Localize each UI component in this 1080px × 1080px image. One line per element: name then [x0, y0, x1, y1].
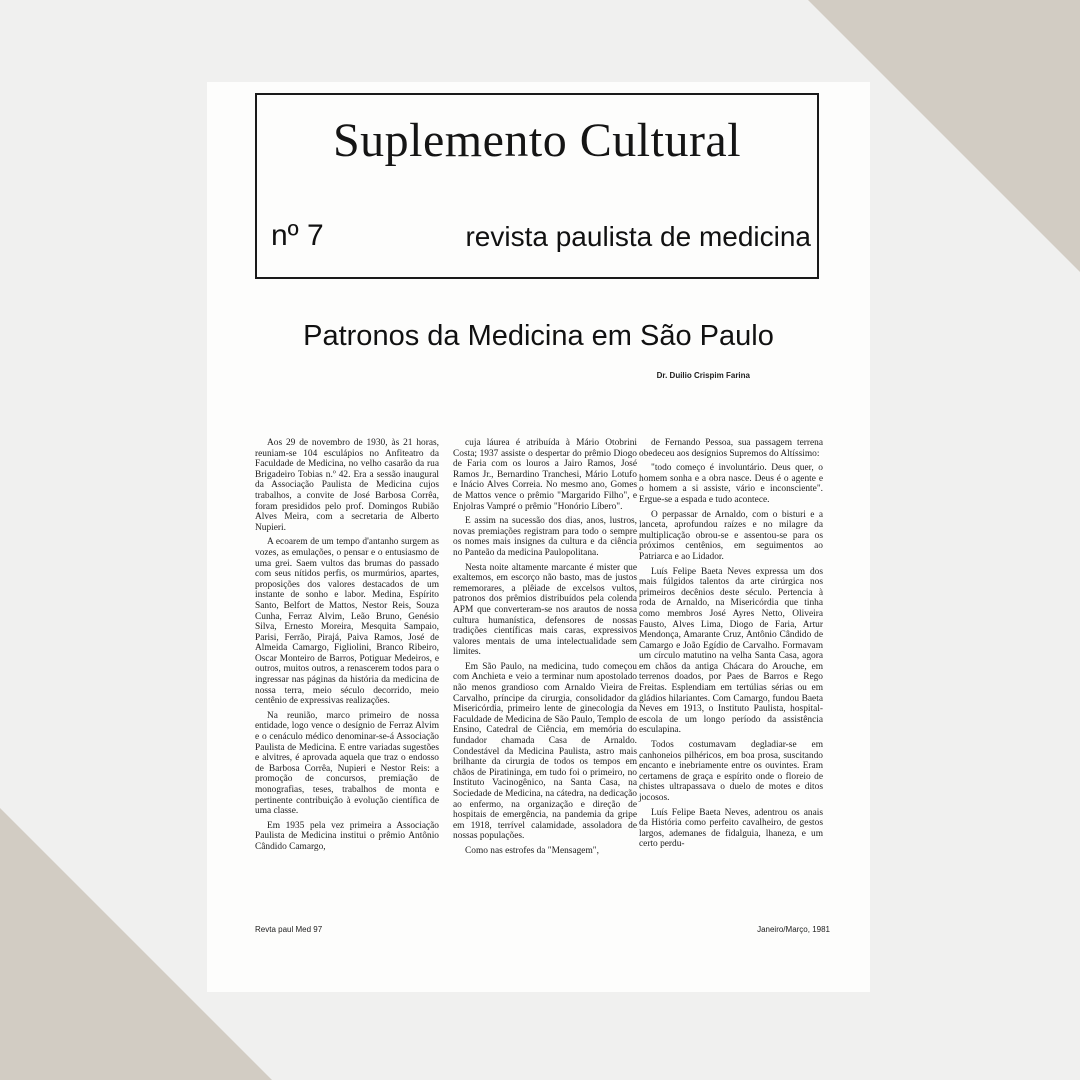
paragraph: Na reunião, marco primeiro de nossa entidade, logo vence o desígnio de Ferraz Alvim e o cenáculo médico denominar-se-á Associação Paulista de Medicina. E entre variadas sugestões e alvitres, é aprovada aquela que traz o endosso de Barbosa Corrêa, Nupieri e Nestor Reis: a promoção de concursos, premiação de monografias, teses, trabalhos de monta e pertinente contribuição à evolução científica de uma classe. [255, 710, 439, 817]
paragraph: Como nas estrofes da "Mensagem", [465, 845, 599, 856]
paragraph: "todo começo é involuntário. Deus quer, o homem sonha e a obra nasce. Deus é o agente e o homem a si assiste, vário e inconsciente". Ergue-se a espada e tudo acontece. [639, 463, 823, 505]
paragraph: A ecoarem de um tempo d'antanho surgem as vozes, as emulações, o pensar e o entusiasmo de uma grei. Saem vultos das brumas do passado com seus nítidos perfis, os murmúrios, apartes, proposições dos valores destacados de um instante de sonho e labor. Medina, Espírito Santo, Belfort de Mattos, Nestor Reis, Souza Cunha, Ferraz Alvim, Leão Bruno, Genésio Silva, Ernesto Moreira, Mesquita Sampaio, Parisi, Ferrão, Pirajá, Paiva Ramos, José de Almeida Camargo, Figliolini, Branco Ribeiro, Oscar Monteiro de Barros, Potiguar Medeiros, e outros, muitos outros, a renascerem todos para o ingressar nas páginas da história da medicina de nossa terra, meio século decorrido, meio centênio de expressivas realizações. [255, 537, 439, 707]
text-column-2 [453, 438, 637, 861]
paragraph: de Fernando Pessoa, sua passagem terrena obedeceu aos desígnios Supremos do Altíssimo: [639, 438, 823, 459]
text-column-3 [639, 438, 823, 854]
article-author: Dr. Duilio Crispim Farina [656, 371, 750, 380]
paragraph: Luís Felipe Baeta Neves, adentrou os anais da História como perfeito cavalheiro, de gestos largos, ademanes de fidalguia, lhaneza, e um certo perdu- [639, 807, 823, 850]
paragraph: Em 1935 pela vez primeira a Associação Paulista de Medicina institui o prêmio Antônio Cândido Camargo, [255, 820, 439, 852]
issue-number: nº 7 [271, 219, 324, 252]
paragraph: Nesta noite altamente marcante é mister que exaltemos, em escorço não basto, mas de justos rememorares, a plêiade de excelsos vultos, patronos dos prêmios distribuídos pela colenda APM que converteram-se nos arautos de nossa cultura humanística, defensores de nossas tradições científicas mais caras, expressivos valores mentais de uma intelectualidade sem limites. [453, 562, 637, 658]
paragraph: Em São Paulo, na medicina, tudo começou com Anchieta e veio a terminar num apostolado não menos grandioso com Arnaldo Vieira de Carvalho, príncipe da cirurgia, consolidador da Misericórdia, primeiro lente de ginecologia da Faculdade de Medicina de São Paulo, Templo de Ensino, Catedral de Ciência, em memória do fundador chamada Casa de Arnaldo. Condestável da Medicina Paulista, astro mais brilhante da cirurgia de todos os tempos em chãos de Piratininga, em tudo foi o primeiro, no Instituto Vacinogênico, na Santa Casa, na Sociedade de Medicina, na cátedra, na dedicação ao enfermo, na organização e direção de hospitais de emergência, na pandemia da gripe em 1918, terrível calamidade, assoladora de nossas populações. [453, 661, 637, 842]
magazine-page [207, 82, 870, 992]
footer-journal-ref: Revta paul Med 97 [255, 925, 323, 934]
masthead [255, 93, 819, 279]
footer-date: Janeiro/Março, 1981 [757, 925, 830, 934]
paragraph: O perpassar de Arnaldo, com o bisturi e a lanceta, aprofundou raízes e no milagre da multiplicação obrou-se e assentou-se para os próximos centênios, em seguimentos ao Patriarca e ao Lidador. [639, 509, 823, 562]
publication-name: revista paulista de medicina [465, 221, 811, 252]
text-column-1 [255, 438, 439, 857]
paragraph: Todos costumavam degladiar-se em canhoneios pilhéricos, em boa prosa, suscitando encanto e inebriamente entre os ouvintes. Eram certamens de graça e espírito onde o floreio de chistes ultrapassava o duelo de motes e ditos jocosos. [639, 740, 823, 803]
paragraph: Aos 29 de novembro de 1930, às 21 horas, reuniam-se 104 esculápios no Anfiteatro da Faculdade de Medicina, no velho casarão da rua Brigadeiro Tobias n.º 42. Era a sessão inaugural da Associação Paulista de Medicina cujos trabalhos, a convite de José Barbosa Corrêa, foram presididos pelo prof. Domingos Rubião Alves Meira, com a secretaria de Alberto Nupieri. [255, 438, 439, 533]
paragraph: E assim na sucessão dos dias, anos, lustros, novas premiações registram para todo o sempre os nomes mais insignes da cultura e da ciência no Panteão da medicina Paulopolitana. [453, 516, 637, 558]
masthead-title: Suplemento Cultural [332, 114, 742, 167]
article-title: Patronos da Medicina em São Paulo [303, 320, 774, 352]
paragraph: Luís Felipe Baeta Neves expressa um dos mais fúlgidos talentos da arte cirúrgica nos primeiros decênios deste século. Pertencia à roda de Arnaldo, na Misericórdia que tinha como membros José Ayres Netto, Oliveira Fausto, Alves Lima, Diogo de Faria, Artur Mendonça, Amarante Cruz, Antônio Cândido de Camargo e João Egídio de Carvalho. Formavam um círculo matutino na velha Santa Casa, agora em chãos da antiga Chácara do Arouche, em terrenos doados, por Paes de Barros e Rego Freitas. Esplendiam em tertúlias sérias ou em gládios hilariantes. Com Camargo, fundou Baeta Neves em 1913, o Instituto Paulista, hospital-escola de um longo período da assistência esculapina. [639, 566, 823, 736]
paragraph: cuja láurea é atribuída à Mário Otobrini Costa; 1937 assiste o despertar do prêmio Diogo de Faria com os louros a Jairo Ramos, José Ramos Jr., Bernardino Tranchesi, Mário Lotufo e Inácio Alves Correia. No mesmo ano, Gomes de Mattos vence o prêmio "Margarido Filho", e Enjolras Vampré o prêmio "Honório Líbero". [453, 438, 637, 512]
